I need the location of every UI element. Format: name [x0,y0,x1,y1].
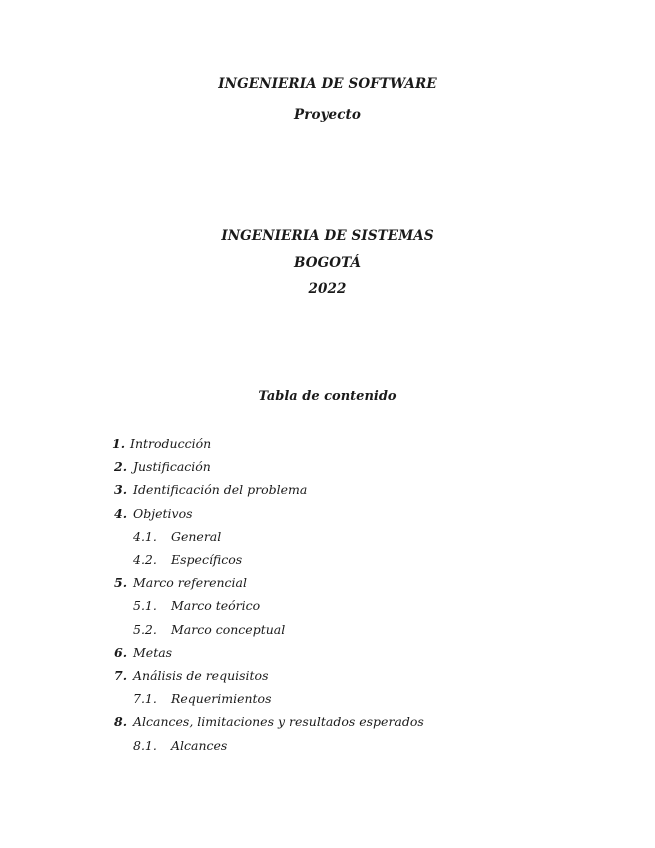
toc-item-label: Marco conceptual [171,621,286,637]
year-heading: 2022 [308,281,347,297]
toc-item-label: Introducción [130,436,212,451]
toc-item-label: General [171,528,222,544]
toc-item-number: 2. [114,459,128,475]
toc-item-number: 4. [114,505,128,521]
toc-item[interactable] [0,506,600,526]
toc-item-number: 7.1. [133,691,157,707]
toc-item[interactable] [0,575,600,595]
subject-heading: INGENIERIA DE SOFTWARE [218,76,437,92]
toc-item-number: 5.1. [133,598,157,614]
toc-item-label: Justificación [133,459,211,475]
toc-item-label: Identificación del problema [133,482,308,498]
toc-item[interactable] [0,622,600,642]
toc-item[interactable] [0,714,600,734]
toc-item[interactable] [0,645,600,665]
toc-item-number: 5.2. [133,621,157,637]
toc-title: Tabla de contenido [258,389,397,404]
toc-item-label: Marco teórico [171,598,261,614]
toc-item-number: 8. [114,714,128,730]
toc-item[interactable] [0,436,600,456]
document-type: Proyecto [294,107,361,123]
toc-item[interactable] [0,668,600,688]
toc-item[interactable] [0,529,600,549]
toc-item-number: 8.1. [133,737,157,753]
city-heading: BOGOTÁ [293,255,362,271]
program-heading: INGENIERIA DE SISTEMAS [221,228,434,244]
toc-item-number: 4.2. [133,552,157,567]
toc-item-number: 7. [114,668,128,683]
toc-item-label: Metas [133,644,173,660]
toc-item[interactable] [0,459,600,479]
toc-item[interactable] [0,552,600,572]
toc-item-number: 3. [114,482,128,498]
toc-item-label: Objetivos [133,505,193,521]
toc-item[interactable] [0,598,600,618]
toc-item-label: Específicos [171,552,243,567]
toc-item-label: Alcances, limitaciones y resultados esperados [133,714,424,730]
toc-item[interactable] [0,691,600,711]
toc-item-number: 5. [114,575,128,591]
toc-item-label: Alcances [171,737,228,753]
toc-item-label: Análisis de requisitos [133,668,269,683]
toc-item[interactable] [0,738,600,758]
toc-item-number: 1. [112,436,126,451]
toc-item-label: Marco referencial [133,575,247,591]
toc-item-number: 4.1. [133,528,157,544]
toc-item-label: Requerimientos [171,691,272,707]
toc-item[interactable] [0,482,600,502]
toc-item-number: 6. [114,644,128,660]
